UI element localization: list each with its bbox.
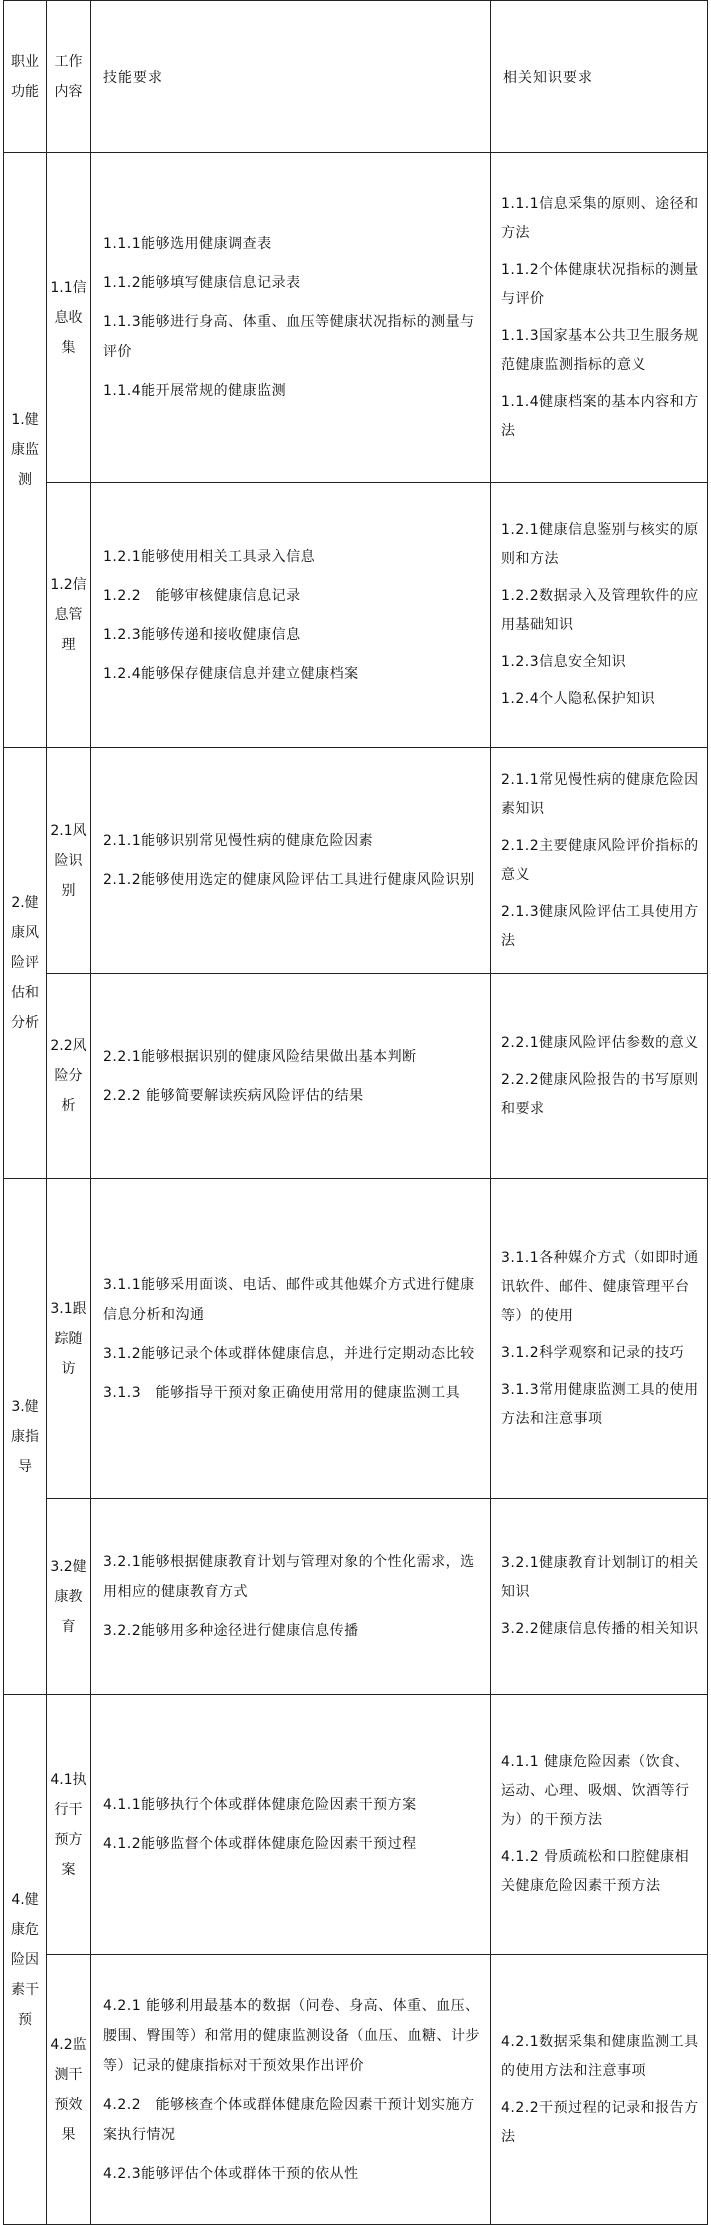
knowledge-cell — [491, 748, 708, 974]
knowledge-item: 1.2.3信息安全知识 — [501, 654, 627, 670]
skill-item: 1.1.2能够填写健康信息记录表 — [103, 275, 301, 291]
header-row — [4, 1, 708, 153]
skill-item: 2.2.1能够根据识别的健康风险结果做出基本判断 — [103, 1048, 417, 1065]
knowledge-item: 2.2.1健康风险评估参数的意义 — [501, 1034, 699, 1051]
work-content-cell: 4.2监测干预效果 — [47, 1955, 91, 2225]
skill-item: 1.1.3能够进行身高、体重、血压等健康状况指标的测量与评价 — [103, 314, 475, 360]
table-row — [4, 483, 708, 748]
skill-item: 3.1.2能够记录个体或群体健康信息，并进行定期动态比较 — [103, 1345, 475, 1362]
skill-item: 3.1.3 能够指导干预对象正确使用常用的健康监测工具 — [103, 1384, 461, 1401]
knowledge-item: 1.2.2数据录入及管理软件的应用基础知识 — [501, 588, 699, 633]
work-content-cell: 3.2健康教育 — [47, 1499, 91, 1695]
knowledge-cell — [491, 1499, 708, 1695]
skill-item: 2.1.1能够识别常见慢性病的健康危险因素 — [103, 833, 374, 849]
skills-cell — [91, 1955, 491, 2225]
work-content-cell: 1.1信息收集 — [47, 153, 91, 483]
knowledge-item: 1.1.4健康档案的基本内容和方法 — [501, 393, 699, 439]
table-row — [4, 153, 708, 483]
work-content-cell: 2.1风险识别 — [47, 748, 91, 974]
skill-item: 1.2.1能够使用相关工具录入信息 — [103, 548, 316, 565]
skills-cell — [91, 1695, 491, 1955]
knowledge-item: 3.2.2健康信息传播的相关知识 — [501, 1621, 699, 1637]
work-content-cell: 2.2风险分析 — [47, 974, 91, 1179]
function-cell: 1.健康监测 — [4, 153, 47, 748]
table-row — [4, 1695, 708, 1955]
table-row — [4, 974, 708, 1179]
skill-item: 2.2.2 能够简要解读疾病风险评估的结果 — [103, 1087, 364, 1104]
knowledge-item: 3.1.3常用健康监测工具的使用方法和注意事项 — [501, 1381, 699, 1427]
skills-cell — [91, 483, 491, 748]
knowledge-item: 1.1.3国家基本公共卫生服务规范健康监测指标的意义 — [501, 327, 699, 373]
knowledge-item: 3.1.2科学观察和记录的技巧 — [501, 1344, 685, 1361]
knowledge-cell — [491, 153, 708, 483]
table-row — [4, 1499, 708, 1695]
function-cell: 3.健康指导 — [4, 1179, 47, 1695]
skill-item: 1.2.3能够传递和接收健康信息 — [103, 626, 301, 643]
knowledge-item: 1.2.4个人隐私保护知识 — [501, 691, 656, 707]
knowledge-item: 2.1.2主要健康风险评价指标的意义 — [501, 837, 699, 883]
knowledge-cell — [491, 1695, 708, 1955]
skill-item: 4.2.2 能够核查个体或群体健康危险因素干预计划实施方案执行情况 — [103, 2096, 475, 2143]
skill-item: 4.2.3能够评估个体或群体干预的依从性 — [103, 2165, 359, 2182]
knowledge-cell — [491, 1955, 708, 2225]
skill-item: 4.1.2能够监督个体或群体健康危险因素干预过程 — [103, 1836, 417, 1852]
skills-cell — [91, 748, 491, 974]
skill-item: 2.1.2能够使用选定的健康风险评估工具进行健康风险识别 — [103, 872, 475, 888]
function-cell: 4.健康危险因素干预 — [4, 1695, 47, 2225]
skill-item: 1.2.4能够保存健康信息并建立健康档案 — [103, 665, 359, 682]
knowledge-cell — [491, 483, 708, 748]
knowledge-item: 3.2.1健康教育计划制订的相关知识 — [501, 1555, 699, 1600]
skill-item: 3.2.2能够用多种途径进行健康信息传播 — [103, 1623, 359, 1639]
knowledge-item: 4.1.2 骨质疏松和口腔健康相关健康危险因素干预方法 — [501, 1849, 690, 1894]
work-content-cell: 4.1执行干预方案 — [47, 1695, 91, 1955]
skill-item: 1.2.2 能够审核健康信息记录 — [103, 587, 301, 604]
table-row — [4, 1955, 708, 2225]
skill-item: 4.1.1能够执行个体或群体健康危险因素干预方案 — [103, 1797, 417, 1813]
knowledge-item: 1.1.2个体健康状况指标的测量与评价 — [501, 261, 699, 307]
header-work-content: 工作内容 — [47, 1, 91, 153]
knowledge-item: 1.2.1健康信息鉴别与核实的原则和方法 — [501, 522, 699, 567]
knowledge-item: 4.2.2干预过程的记录和报告方法 — [501, 2099, 699, 2145]
skill-item: 4.2.1 能够利用最基本的数据（问卷、身高、体重、血压、腰围、臀围等）和常用的健康监测设备（血压、血糖、计步等）记录的健康指标对干预效果作出评价 — [103, 1997, 480, 2074]
function-cell: 2.健康风险评估和分析 — [4, 748, 47, 1179]
knowledge-cell — [491, 1179, 708, 1499]
knowledge-item: 2.1.1常见慢性病的健康危险因素知识 — [501, 771, 699, 817]
table-row — [4, 748, 708, 974]
knowledge-item: 1.1.1信息采集的原则、途径和方法 — [501, 195, 699, 241]
knowledge-item: 3.1.1各种媒介方式（如即时通讯软件、邮件、健康管理平台等）的使用 — [501, 1249, 699, 1324]
skill-item: 1.1.4能开展常规的健康监测 — [103, 383, 287, 399]
skill-item: 3.1.1能够采用面谈、电话、邮件或其他媒介方式进行健康信息分析和沟通 — [103, 1276, 475, 1323]
knowledge-cell — [491, 974, 708, 1179]
table-row — [4, 1179, 708, 1499]
competency-table — [3, 0, 708, 2225]
knowledge-item: 2.2.2健康风险报告的书写原则和要求 — [501, 1071, 699, 1117]
skills-cell — [91, 1179, 491, 1499]
skills-cell — [91, 153, 491, 483]
work-content-cell: 1.2信息管理 — [47, 483, 91, 748]
skills-cell — [91, 1499, 491, 1695]
header-function: 职业功能 — [4, 1, 47, 153]
skills-cell — [91, 974, 491, 1179]
work-content-cell: 3.1跟踪随访 — [47, 1179, 91, 1499]
knowledge-item: 2.1.3健康风险评估工具使用方法 — [501, 903, 699, 949]
skill-item: 1.1.1能够选用健康调查表 — [103, 236, 272, 252]
knowledge-item: 4.2.1数据采集和健康监测工具的使用方法和注意事项 — [501, 2033, 699, 2079]
header-knowledge: 相关知识要求 — [491, 1, 708, 153]
skill-item: 3.2.1能够根据健康教育计划与管理对象的个性化需求，选用相应的健康教育方式 — [103, 1554, 475, 1600]
header-skills: 技能要求 — [91, 1, 491, 153]
knowledge-item: 4.1.1 健康危险因素（饮食、运动、心理、吸烟、饮酒等行为）的干预方法 — [501, 1754, 690, 1828]
